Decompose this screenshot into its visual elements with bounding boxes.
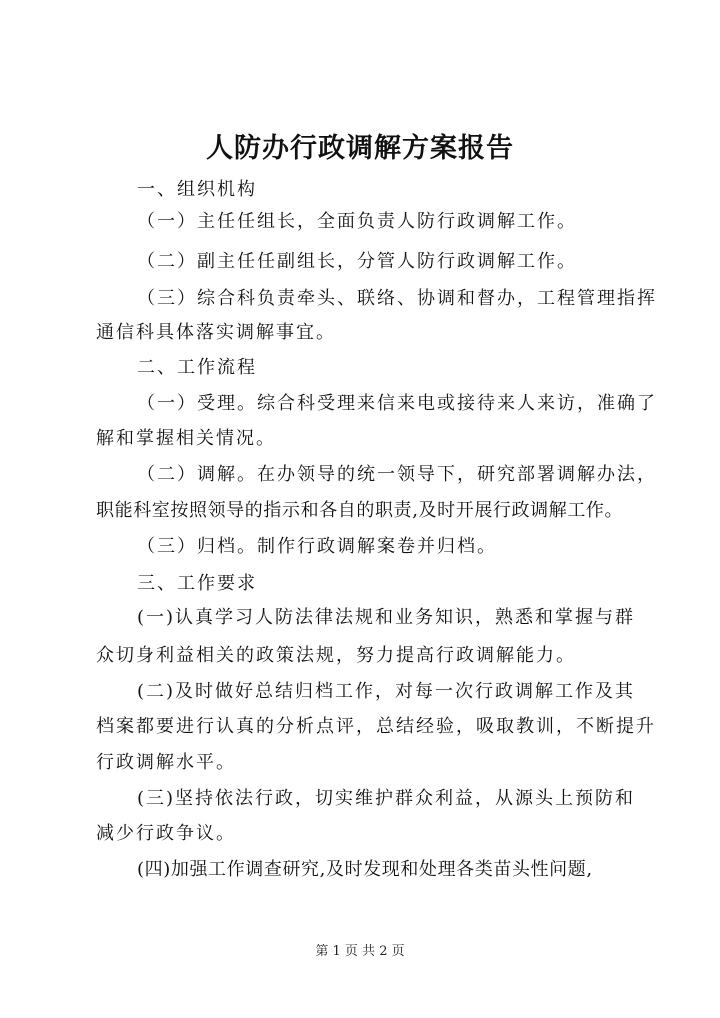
paragraph-line: 行政调解水平。 — [96, 752, 236, 773]
paragraph-line: (四)加强工作调查研究,及时发现和处理各类苗头性问题, — [137, 859, 593, 880]
paragraph-line: 档案都要进行认真的分析点评，总结经验，吸取教训，不断提升 — [96, 716, 656, 737]
section-heading-organization: 一、组织机构 — [137, 179, 257, 200]
paragraph-line: （一）受理。综合科受理来信来电或接待来人来访，准确了 — [137, 393, 657, 414]
paragraph-line: 职能科室按照领导的指示和各自的职责,及时开展行政调解工作。 — [96, 500, 624, 521]
paragraph-line: （二）调解。在办领导的统一领导下，研究部署调解办法， — [137, 464, 657, 485]
paragraph-line: 减少行政争议。 — [96, 823, 236, 844]
paragraph-line: (三)坚持依法行政，切实维护群众利益，从源头上预防和 — [137, 788, 636, 809]
paragraph-line: 众切身利益相关的政策法规，努力提高行政调解能力。 — [96, 645, 576, 666]
paragraph-line: 通信科具体落实调解事宜。 — [96, 322, 336, 343]
paragraph-line: （三）综合科负责牵头、联络、协调和督办，工程管理指挥 — [137, 288, 657, 309]
paragraph-line: (一)认真学习人防法律法规和业务知识，熟悉和掌握与群 — [137, 607, 636, 628]
section-heading-workflow: 二、工作流程 — [137, 357, 257, 378]
page-footer: 第 1 页 共 2 页 — [315, 944, 405, 959]
section-heading-requirements: 三、工作要求 — [137, 573, 257, 594]
paragraph-line: (二)及时做好总结归档工作，对每一次行政调解工作及其 — [137, 681, 636, 702]
paragraph-line: （一）主任任组长，全面负责人防行政调解工作。 — [137, 211, 577, 232]
paragraph-line: 解和掌握相关情况。 — [96, 428, 276, 449]
document-title: 人防办行政调解方案报告 — [206, 133, 514, 164]
paragraph-line: （三）归档。制作行政调解案卷并归档。 — [137, 536, 497, 557]
paragraph-line: （二）副主任任副组长，分管人防行政调解工作。 — [137, 251, 577, 272]
